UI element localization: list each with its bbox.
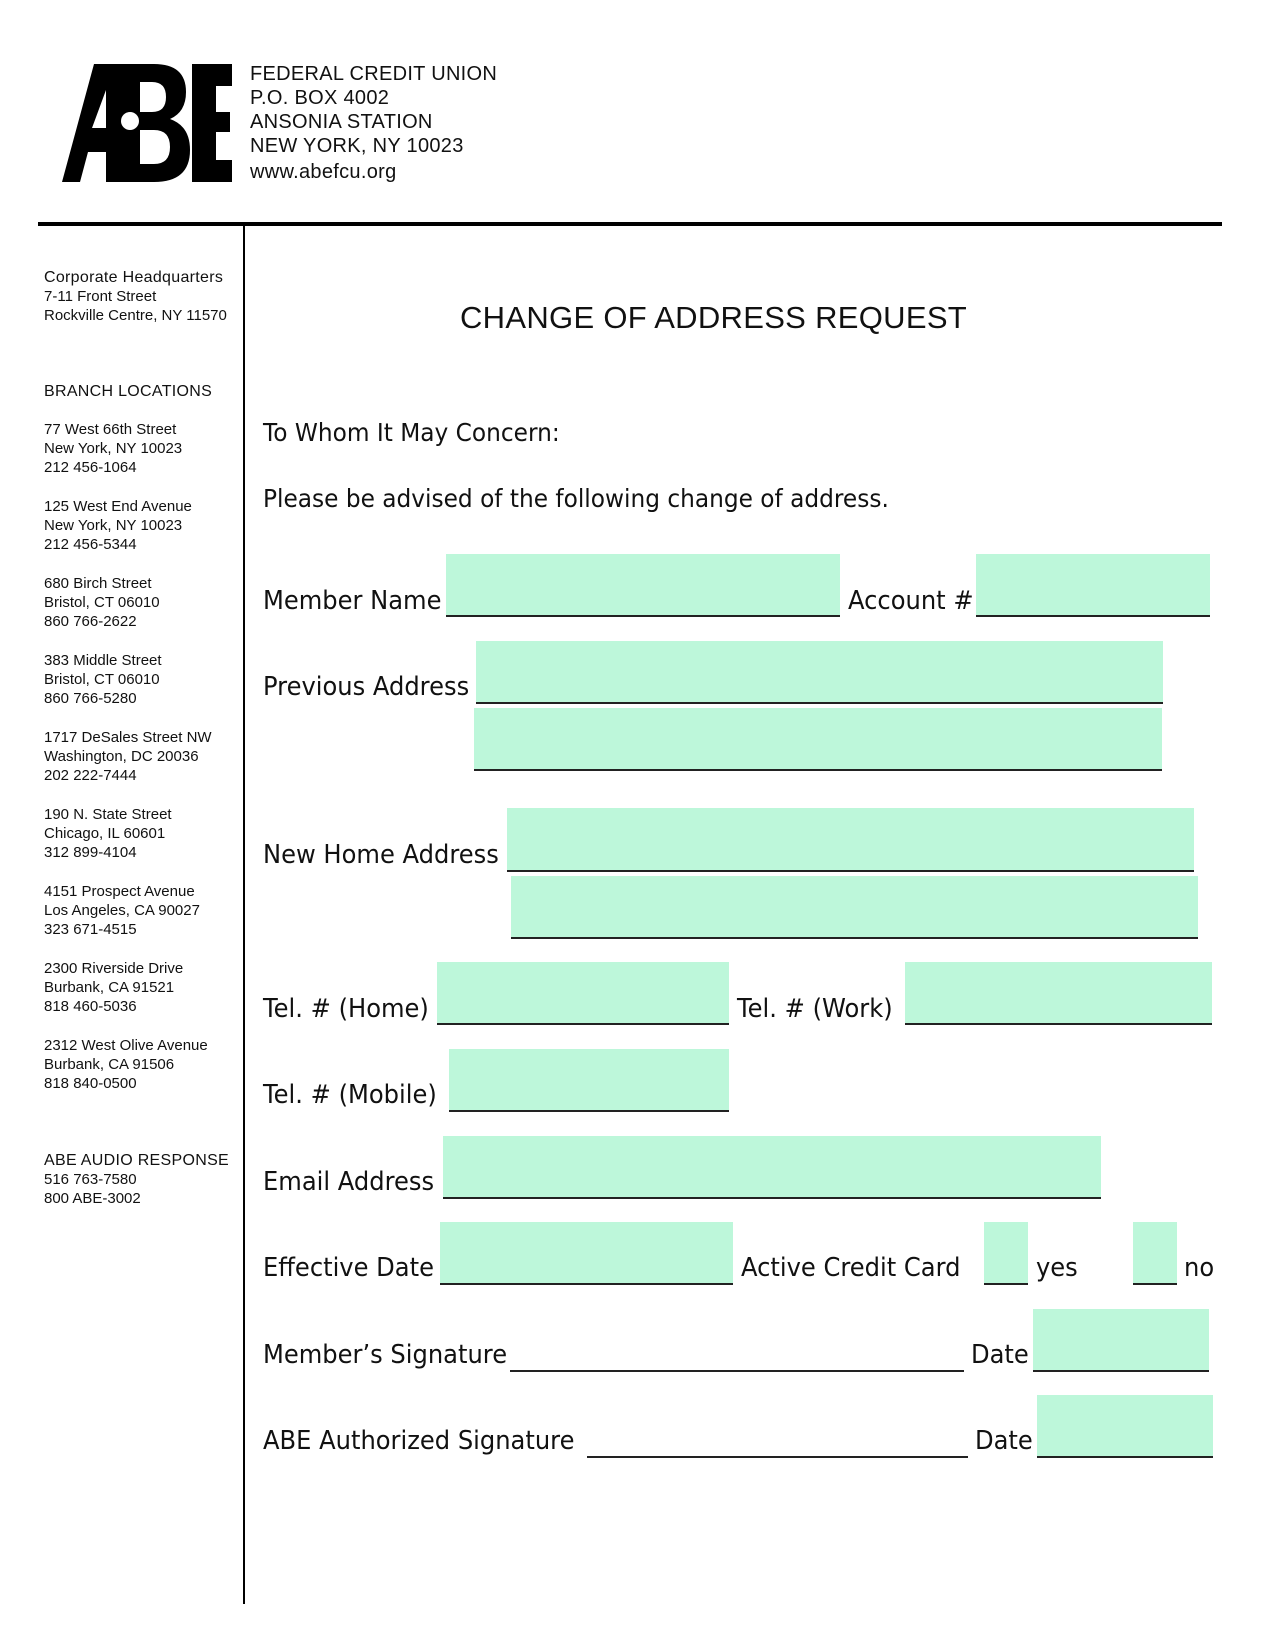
branch-street: 2300 Riverside Drive bbox=[44, 960, 184, 977]
credit-card-yes-checkbox[interactable] bbox=[984, 1222, 1028, 1285]
branch-item bbox=[44, 805, 172, 862]
branch-item bbox=[44, 651, 162, 708]
branch-item bbox=[44, 959, 183, 1016]
branch-street: 4151 Prospect Avenue bbox=[44, 883, 195, 900]
org-website[interactable]: www.abefcu.org bbox=[250, 161, 397, 183]
branch-phone: 312 899-4104 bbox=[44, 844, 137, 861]
abe-signature-line[interactable] bbox=[587, 1426, 968, 1458]
branch-street: 680 Birch Street bbox=[44, 575, 152, 592]
branch-street: 125 West End Avenue bbox=[44, 498, 192, 515]
new-home-address-line-2[interactable] bbox=[511, 876, 1198, 939]
branch-street: 77 West 66th Street bbox=[44, 421, 177, 438]
branch-item bbox=[44, 728, 212, 785]
branch-city: Los Angeles, CA 90027 bbox=[44, 902, 200, 919]
tel-mobile-label: Tel. # (Mobile) bbox=[263, 1080, 437, 1110]
branch-phone: 818 460-5036 bbox=[44, 998, 137, 1015]
audio-response-block bbox=[44, 1151, 229, 1208]
org-name: FEDERAL CREDIT UNION bbox=[250, 63, 498, 85]
branch-city: Washington, DC 20036 bbox=[44, 748, 199, 765]
audio-phone-2: 800 ABE-3002 bbox=[44, 1190, 141, 1207]
branch-city: Bristol, CT 06010 bbox=[44, 594, 160, 611]
effective-date-label: Effective Date bbox=[263, 1253, 434, 1283]
member-name-field[interactable] bbox=[446, 554, 840, 617]
branch-city: Chicago, IL 60601 bbox=[44, 825, 166, 842]
member-signature-label: Member’s Signature bbox=[263, 1340, 508, 1370]
branch-item bbox=[44, 882, 200, 939]
yes-label: yes bbox=[1036, 1253, 1078, 1283]
branch-phone: 323 671-4515 bbox=[44, 921, 137, 938]
previous-address-line-2[interactable] bbox=[474, 708, 1162, 771]
email-label: Email Address bbox=[263, 1167, 435, 1197]
branch-item bbox=[44, 574, 160, 631]
tel-home-label: Tel. # (Home) bbox=[263, 994, 429, 1024]
member-name-label: Member Name bbox=[263, 586, 442, 616]
previous-address-line-1[interactable] bbox=[476, 641, 1163, 704]
no-label: no bbox=[1184, 1253, 1215, 1283]
page-title: CHANGE OF ADDRESS REQUEST bbox=[460, 300, 968, 335]
branch-phone: 212 456-5344 bbox=[44, 536, 137, 553]
sidebar-divider bbox=[243, 224, 245, 1604]
org-city: NEW YORK, NY 10023 bbox=[250, 135, 464, 157]
abe-logo bbox=[62, 64, 232, 182]
branch-phone: 202 222-7444 bbox=[44, 767, 137, 784]
new-home-address-line-1[interactable] bbox=[507, 808, 1194, 872]
branch-street: 190 N. State Street bbox=[44, 806, 172, 823]
hq-street: 7-11 Front Street bbox=[44, 288, 157, 305]
intro-text: Please be advised of the following change of address. bbox=[263, 484, 889, 513]
greeting: To Whom It May Concern: bbox=[263, 418, 560, 447]
branch-phone: 860 766-2622 bbox=[44, 613, 137, 630]
member-signature-line[interactable] bbox=[510, 1340, 964, 1372]
hq-city: Rockville Centre, NY 11570 bbox=[44, 307, 227, 324]
branch-phone: 212 456-1064 bbox=[44, 459, 137, 476]
abe-signature-date-label: Date bbox=[975, 1426, 1033, 1456]
branch-item bbox=[44, 420, 182, 477]
new-home-address-label: New Home Address bbox=[263, 840, 499, 870]
account-field[interactable] bbox=[976, 554, 1210, 617]
hq-title: Corporate Headquarters bbox=[44, 269, 224, 286]
tel-work-field[interactable] bbox=[905, 962, 1212, 1025]
hq-block bbox=[44, 268, 227, 325]
org-pobox: P.O. BOX 4002 bbox=[250, 87, 390, 109]
branch-phone: 860 766-5280 bbox=[44, 690, 137, 707]
org-station: ANSONIA STATION bbox=[250, 111, 433, 133]
effective-date-field[interactable] bbox=[440, 1222, 733, 1285]
branch-street: 1717 DeSales Street NW bbox=[44, 729, 212, 746]
branch-item bbox=[44, 497, 192, 554]
credit-card-no-checkbox[interactable] bbox=[1133, 1222, 1177, 1285]
previous-address-label: Previous Address bbox=[263, 672, 470, 702]
branch-city: New York, NY 10023 bbox=[44, 440, 183, 457]
abe-signature-date-field[interactable] bbox=[1037, 1395, 1213, 1458]
branch-city: New York, NY 10023 bbox=[44, 517, 183, 534]
branches-heading: BRANCH LOCATIONS bbox=[44, 383, 213, 400]
audio-title: ABE AUDIO RESPONSE bbox=[44, 1152, 230, 1169]
audio-phone-1: 516 763-7580 bbox=[44, 1171, 137, 1188]
tel-work-label: Tel. # (Work) bbox=[737, 994, 893, 1024]
abe-signature-label: ABE Authorized Signature bbox=[263, 1426, 575, 1456]
branch-phone: 818 840-0500 bbox=[44, 1075, 137, 1092]
active-credit-card-label: Active Credit Card bbox=[741, 1253, 961, 1283]
email-field[interactable] bbox=[443, 1136, 1101, 1199]
tel-home-field[interactable] bbox=[437, 962, 729, 1025]
branch-street: 383 Middle Street bbox=[44, 652, 162, 669]
branch-city: Burbank, CA 91521 bbox=[44, 979, 175, 996]
member-signature-date-label: Date bbox=[971, 1340, 1029, 1370]
account-label: Account # bbox=[848, 586, 974, 616]
branch-city: Bristol, CT 06010 bbox=[44, 671, 160, 688]
branch-street: 2312 West Olive Avenue bbox=[44, 1037, 208, 1054]
tel-mobile-field[interactable] bbox=[449, 1049, 729, 1112]
header-divider bbox=[38, 222, 1222, 226]
branch-item bbox=[44, 1036, 208, 1093]
member-signature-date-field[interactable] bbox=[1033, 1309, 1209, 1372]
branch-city: Burbank, CA 91506 bbox=[44, 1056, 175, 1073]
